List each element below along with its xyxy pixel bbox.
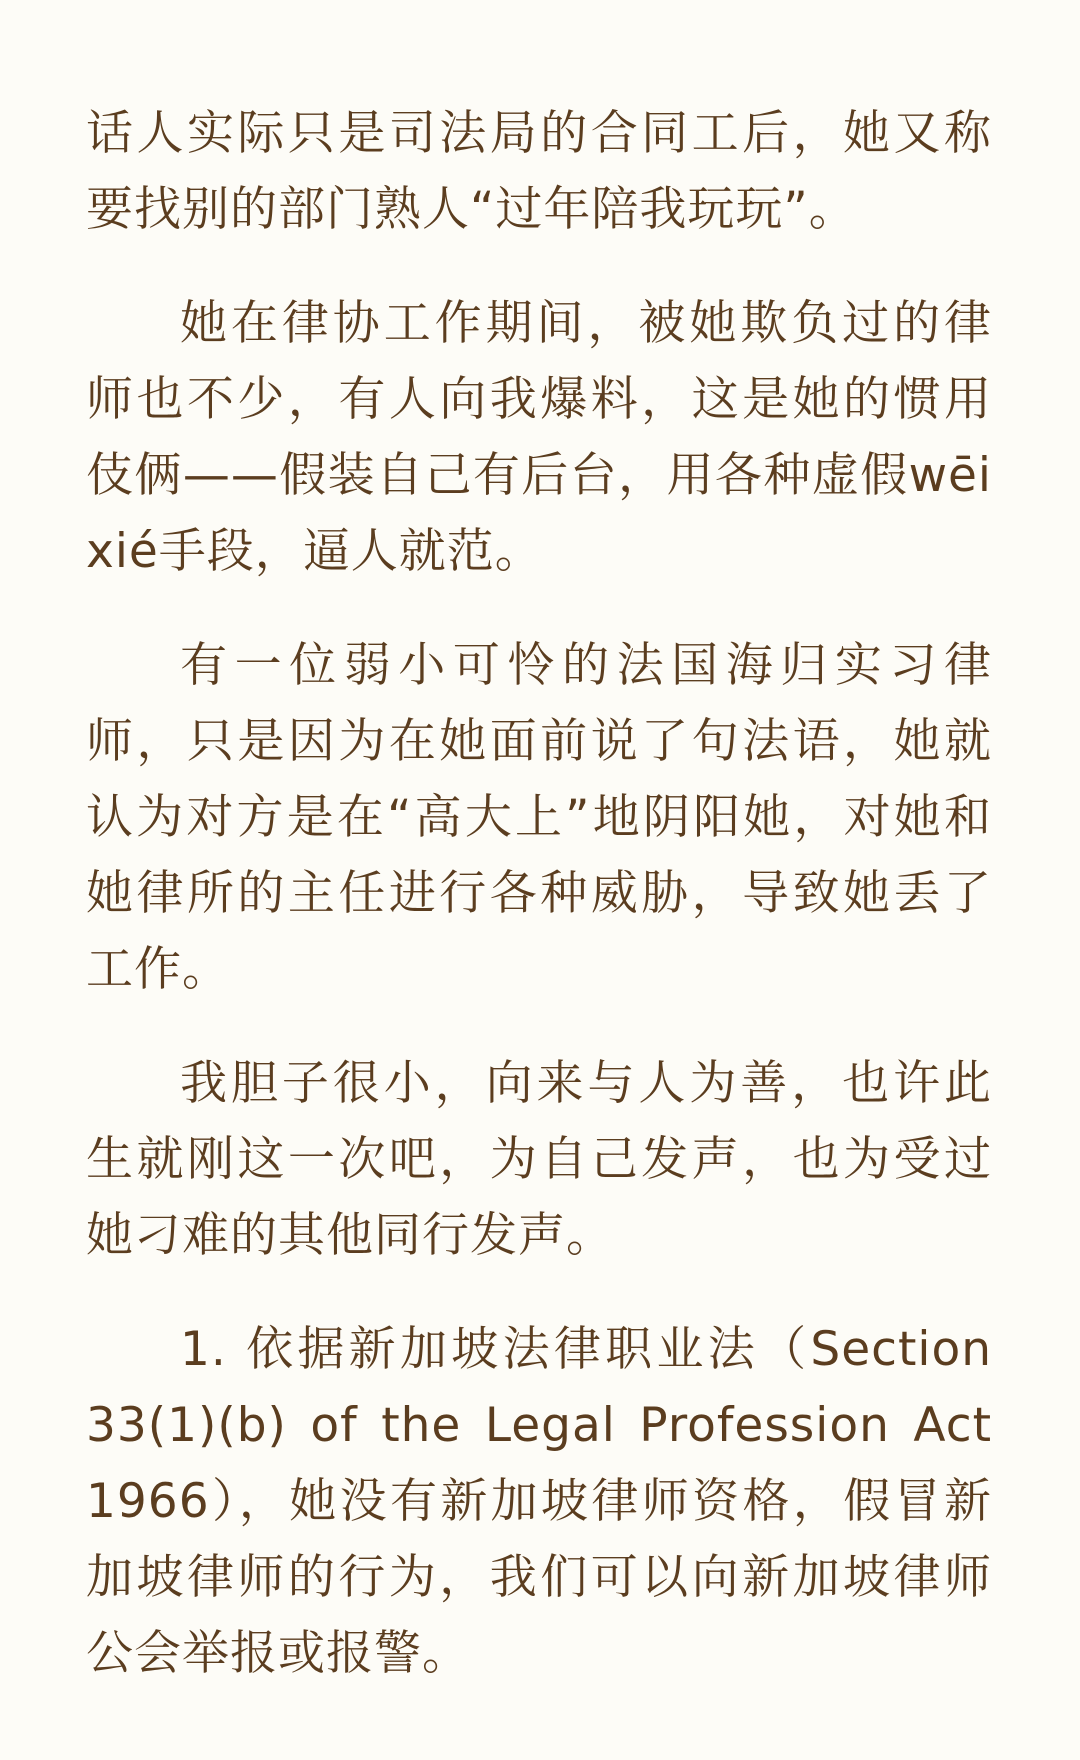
paragraph-continuation: 话人实际只是司法局的合同工后，她又称要找别的部门熟人“过年陪我玩玩”。 (86, 106, 992, 237)
paragraph-legal-basis: 1. 依据新加坡法律职业法（Section 33(1)(b) of the Legal Profession Act 1966），她没有新加坡律师资格，假冒新加坡律师的行为，我们可以向新加坡律师公会举报或报警。 (86, 1322, 992, 1681)
paragraph-speaking-out: 我胆子很小，向来与人为善，也许此生就刚这一次吧，为自己发声，也为受过她刁难的其他同行发声。 (86, 1056, 992, 1263)
paragraph-trainee-lawyer: 有一位弱小可怜的法国海归实习律师，只是因为在她面前说了句法语，她就认为对方是在“高大上”地阴阳她，对她和她律所的主任进行各种威胁，导致她丢了工作。 (86, 638, 992, 997)
paragraph-lawyer-association: 她在律协工作期间，被她欺负过的律师也不少，有人向我爆料，这是她的惯用伎俩——假装自己有后台，用各种虚假wēixié手段，逼人就范。 (86, 296, 992, 579)
